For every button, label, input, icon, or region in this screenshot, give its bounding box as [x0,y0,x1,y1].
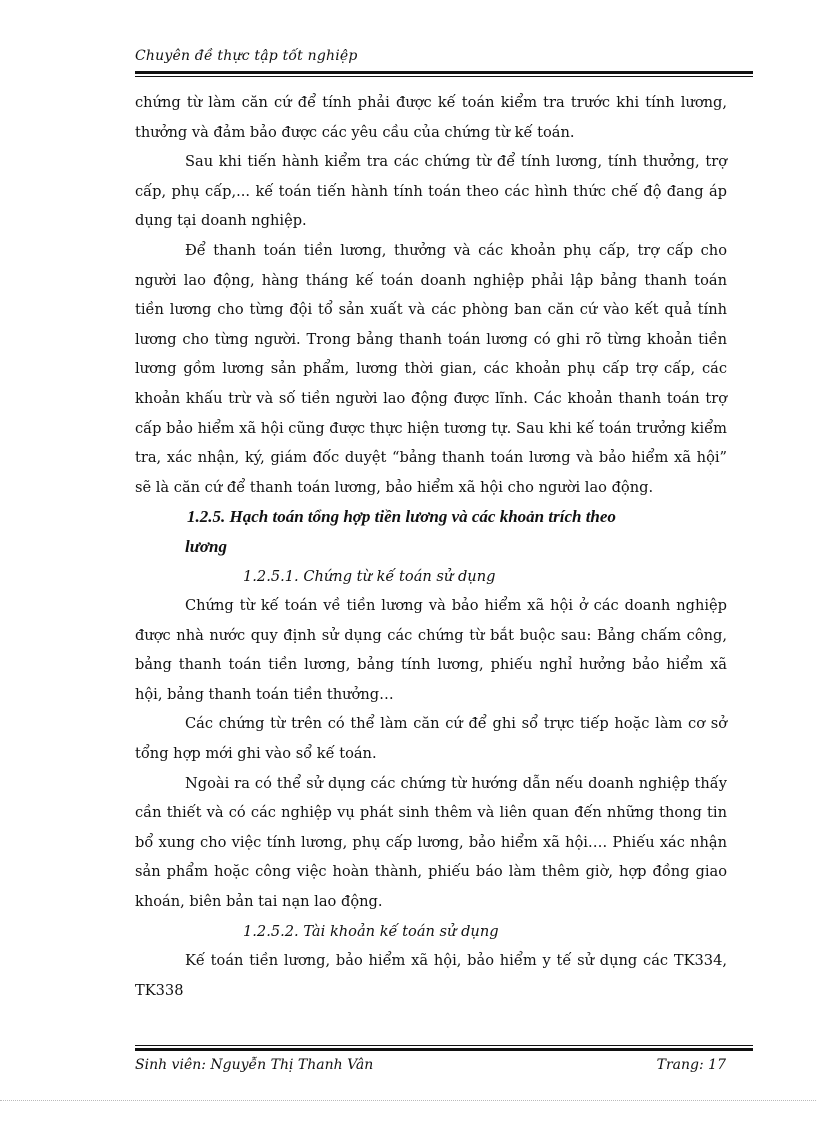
subsection-heading-2: 1.2.5.2. Tài khoản kế toán sử dụng [243,922,499,940]
paragraph-4: Chứng từ kế toán về tiền lương và bảo hiểm xã hội ở các doanh nghiệp được nhà nước quy định sử dụng các chứng từ bắt buộc sau: Bảng chấm công, bảng thanh toán tiền lương, bảng tính lương, phiếu nghỉ hưởng bảo hiểm xã hội, bảng thanh toán tiền thưởng… [135,597,727,703]
section-heading-line2: lương [185,536,227,556]
paragraph-1: chứng từ làm căn cứ để tính phải được kế toán kiểm tra trước khi tính lương, thưởng và đảm bảo được các yêu cầu của chứng từ kế toán. [135,94,727,141]
paragraph-6: Ngoài ra có thể sử dụng các chứng từ hướng dẫn nếu doanh nghiệp thấy cần thiết và có các nghiệp vụ phát sinh thêm và liên quan đến những thong tin bổ xung cho việc tính lương, phụ cấp lương, bảo hiểm xã hội…. Phiếu xác nhận sản phẩm hoặc công việc hoàn thành, phiếu báo làm thêm giờ, hợp đồng giao khoán, biên bản tai nạn lao động. [135,774,727,911]
section-heading-line1: 1.2.5. Hạch toán tổng hợp tiền lương và các khoản trích theo [187,507,616,527]
footer-rule-thin [135,1045,753,1046]
header-title: Chuyên đề thực tập tốt nghiệp [135,48,358,64]
page-bottom-dotted-line [0,1100,816,1101]
footer-student: Sinh viên: Nguyễn Thị Thanh Vân [135,1057,374,1073]
paragraph-7: Kế toán tiền lương, bảo hiểm xã hội, bảo hiểm y tế sử dụng các TK334, TK338 [135,952,727,999]
header-rule-thin [135,76,753,77]
footer-rule-thick [135,1048,753,1051]
header-rule-thick [135,71,753,74]
subsection-heading-1: 1.2.5.1. Chứng từ kế toán sử dụng [243,567,496,585]
body-text [135,88,727,1005]
paragraph-2: Sau khi tiến hành kiểm tra các chứng từ để tính lương, tính thưởng, trợ cấp, phụ cấp,... kế toán tiến hành tính toán theo các hình thức chế độ đang áp dụng tại doanh nghiệp. [135,153,727,230]
footer-page-number: Trang: 17 [656,1057,726,1073]
paragraph-3: Để thanh toán tiền lương, thưởng và các khoản phụ cấp, trợ cấp cho người lao động, hàng tháng kế toán doanh nghiệp phải lập bảng thanh toán tiền lương cho từng đội tổ sản xuất và các phòng ban căn cứ vào kết quả tính lương cho từng người. Trong bảng thanh toán lương có ghi rõ từng khoản tiền lương gồm lương sản phẩm, lương thời gian, các khoản phụ cấp trợ cấp, các khoản khấu trừ và số tiền người lao động được lĩnh. Các khoản thanh toán trợ cấp bảo hiểm xã hội cũng được thực hiện tương tự. Sau khi kế toán trưởng kiểm tra, xác nhận, ký, giám đốc duyệt “bảng thanh toán lương và bảo hiểm xã hội” sẽ là căn cứ để thanh toán lương, bảo hiểm xã hội cho người lao động. [135,241,727,496]
paragraph-5: Các chứng từ trên có thể làm căn cứ để ghi sổ trực tiếp hoặc làm cơ sở tổng hợp mới ghi vào sổ kế toán. [135,715,727,763]
